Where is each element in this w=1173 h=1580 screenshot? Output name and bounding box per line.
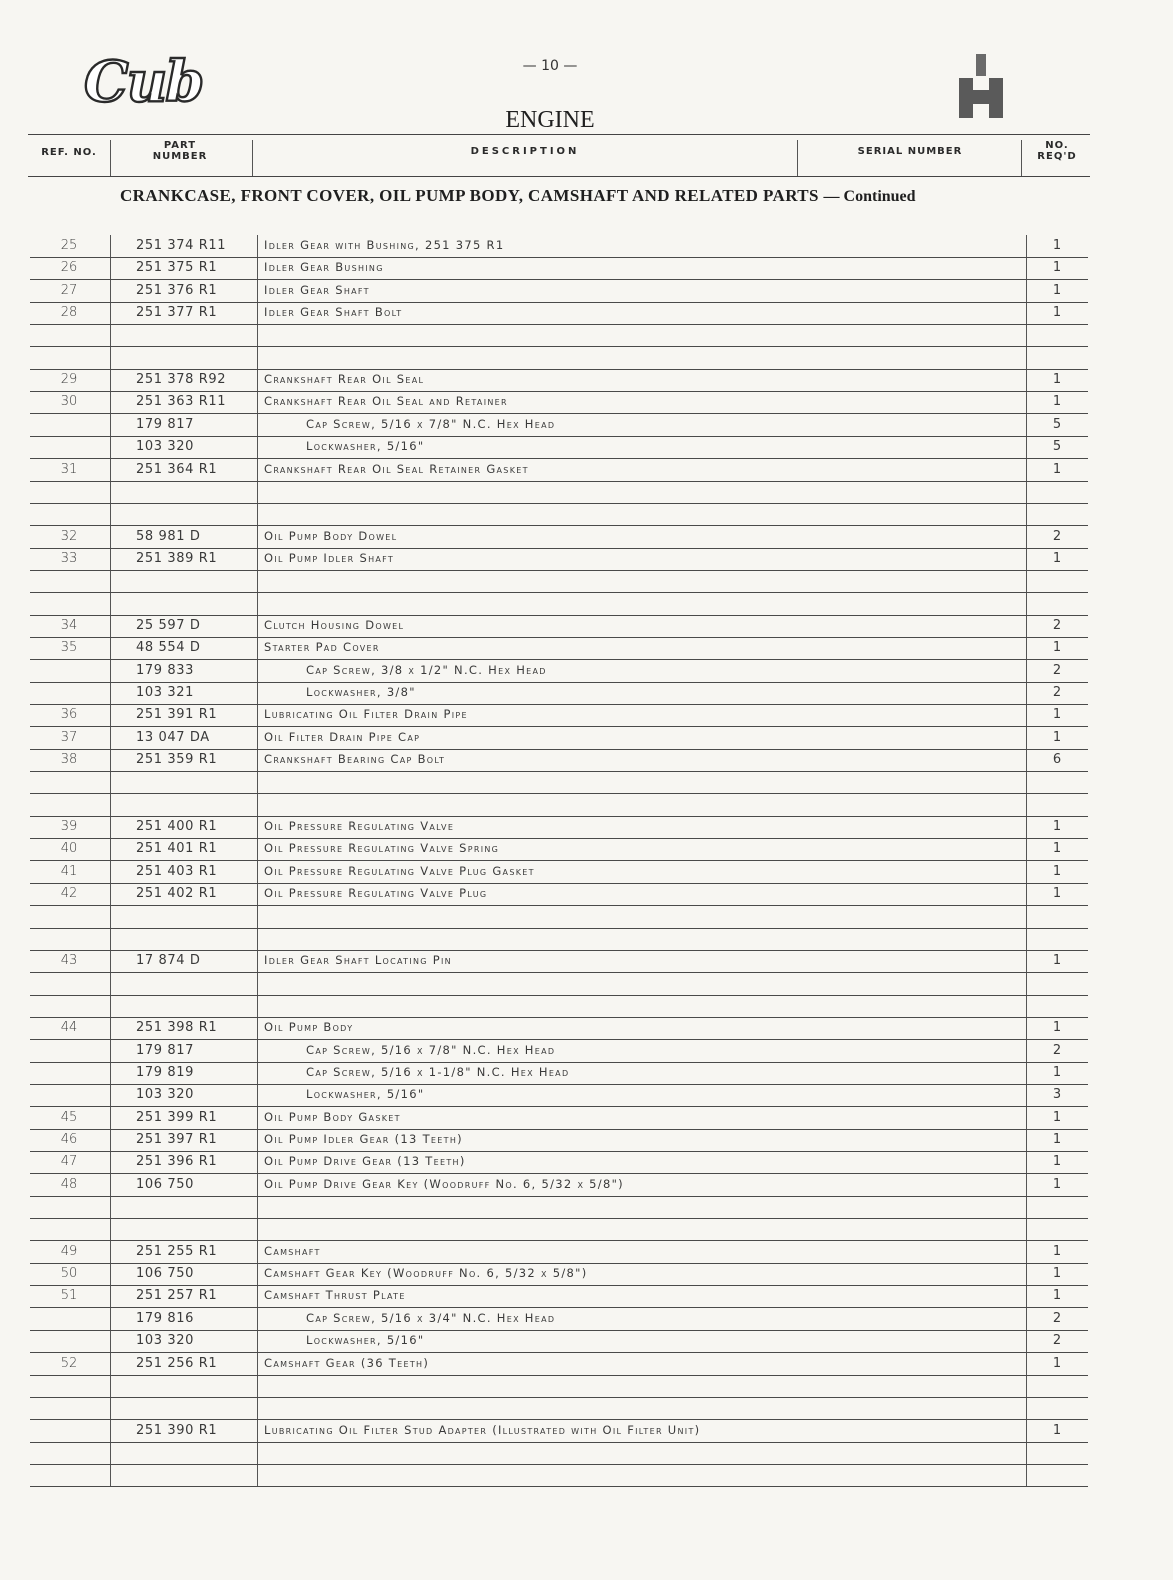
part-number-cell	[130, 350, 256, 368]
part-number-cell: 251 399 R1	[136, 1109, 218, 1125]
qty-cell	[1026, 1400, 1088, 1418]
table-row	[30, 861, 1088, 884]
part-number-cell: 251 374 R11	[136, 238, 227, 253]
ref-no-cell	[30, 1087, 108, 1105]
description-cell: Crankshaft Bearing Cap Bolt	[264, 752, 446, 767]
ref-no-cell: 38	[60, 752, 78, 768]
qty-cell: 1	[1052, 1154, 1062, 1170]
part-number-cell: 103 320	[136, 1087, 194, 1103]
description-cell: Clutch Housing Dowel	[264, 617, 405, 632]
description-cell: Lockwasher, 5/16"	[306, 439, 425, 454]
qty-cell	[1026, 931, 1088, 949]
qty-cell	[1026, 1221, 1088, 1239]
description-cell	[260, 1221, 1024, 1239]
ref-no-cell: 51	[60, 1288, 78, 1304]
table-row	[30, 1442, 1088, 1465]
ref-no-cell: 36	[60, 707, 78, 723]
ref-no-cell	[30, 350, 108, 368]
table-row	[30, 1397, 1088, 1420]
cub-logo: Cub	[84, 49, 203, 115]
ref-no-cell	[30, 484, 108, 502]
qty-cell	[1026, 506, 1088, 524]
qty-cell: 1	[1052, 1132, 1062, 1147]
section-continued: — Continued	[823, 188, 916, 205]
ref-no-cell	[30, 596, 108, 614]
description-cell: Crankshaft Rear Oil Seal and Retainer	[264, 394, 508, 409]
part-number-cell	[130, 998, 256, 1016]
part-number-cell: 106 750	[136, 1266, 194, 1282]
ref-no-cell: 35	[60, 640, 78, 656]
qty-cell: 2	[1052, 617, 1062, 633]
description-cell: Cap Screw, 5/16 x 7/8" N.C. Hex Head	[306, 416, 556, 431]
qty-cell: 1	[1052, 886, 1062, 902]
part-number-cell	[130, 1445, 256, 1463]
description-cell: Oil Pump Body Dowel	[264, 528, 398, 543]
qty-cell: 1	[1052, 841, 1062, 857]
qty-cell: 2	[1052, 662, 1062, 678]
qty-cell	[1026, 797, 1088, 815]
ref-no-cell	[30, 1199, 108, 1217]
part-number-cell: 251 403 R1	[136, 863, 218, 879]
ref-no-cell	[30, 327, 108, 345]
qty-cell: 1	[1052, 394, 1062, 410]
ref-no-cell	[30, 998, 108, 1016]
table-row	[30, 883, 1088, 906]
ref-no-cell: 44	[60, 1020, 78, 1036]
part-number-cell	[130, 327, 256, 345]
ref-no-cell: 25	[60, 238, 78, 253]
ref-no-cell: 27	[60, 282, 78, 298]
description-cell	[260, 774, 1024, 792]
ref-no-cell	[30, 1333, 108, 1351]
table-row	[30, 727, 1088, 750]
part-number-cell	[130, 1199, 256, 1217]
table-row	[30, 369, 1088, 392]
table-row	[30, 280, 1088, 303]
description-cell: Cap Screw, 5/16 x 7/8" N.C. Hex Head	[306, 1042, 556, 1057]
ref-no-cell	[30, 417, 108, 435]
description-cell: Oil Pressure Regulating Valve Plug Gasket	[264, 863, 535, 878]
part-number-cell: 58 981 D	[136, 528, 201, 544]
table-row	[30, 347, 1088, 370]
part-number-cell: 251 377 R1	[136, 305, 218, 321]
table-row	[30, 302, 1088, 325]
table-row	[30, 459, 1088, 482]
ref-no-cell: 37	[60, 729, 78, 745]
part-number-cell: 251 400 R1	[136, 819, 218, 835]
qty-cell: 5	[1052, 439, 1062, 455]
description-cell: Crankshaft Rear Oil Seal	[264, 372, 425, 387]
description-cell: Oil Pressure Regulating Valve Spring	[264, 841, 500, 856]
description-cell: Cap Screw, 5/16 x 1-1/8" N.C. Hex Head	[306, 1064, 570, 1079]
qty-cell: 2	[1052, 1042, 1062, 1058]
table-row	[30, 1062, 1088, 1085]
table-row	[30, 1017, 1088, 1040]
table-row	[30, 682, 1088, 705]
description-cell: Camshaft Gear (36 Teeth)	[264, 1355, 430, 1370]
ref-no-cell	[30, 1400, 108, 1418]
table-row	[30, 637, 1088, 660]
table-row	[30, 950, 1088, 973]
header-top-rule	[28, 134, 1090, 135]
qty-cell	[1026, 976, 1088, 994]
qty-cell: 1	[1052, 1243, 1062, 1259]
ref-no-cell: 43	[60, 953, 78, 969]
part-number-cell: 13 047 DA	[136, 729, 210, 745]
qty-cell	[1026, 350, 1088, 368]
ref-no-cell: 48	[60, 1176, 78, 1192]
ref-no-cell: 47	[60, 1154, 78, 1170]
qty-cell: 1	[1052, 372, 1062, 388]
qty-cell	[1026, 1445, 1088, 1463]
table-row	[30, 481, 1088, 504]
table-row	[30, 1129, 1088, 1152]
table-row	[30, 436, 1088, 459]
part-number-cell: 251 255 R1	[136, 1243, 218, 1259]
table-row	[30, 973, 1088, 996]
ref-no-cell	[30, 1467, 108, 1485]
part-number-cell: 251 363 R11	[136, 394, 227, 410]
table-row	[30, 838, 1088, 861]
ih-logo-icon	[956, 52, 1006, 120]
qty-cell: 1	[1052, 1020, 1062, 1036]
ref-no-cell: 34	[60, 617, 78, 633]
qty-cell: 1	[1052, 863, 1062, 879]
part-number-cell: 179 816	[136, 1310, 194, 1326]
part-number-cell: 48 554 D	[136, 640, 201, 656]
qty-cell: 6	[1052, 752, 1062, 768]
description-cell	[260, 909, 1024, 927]
description-cell	[260, 506, 1024, 524]
description-cell: Oil Pump Idler Shaft	[264, 550, 395, 565]
qty-cell: 1	[1052, 305, 1062, 321]
description-cell: Lockwasher, 5/16"	[306, 1333, 425, 1348]
qty-cell: 1	[1052, 953, 1062, 969]
table-row	[30, 906, 1088, 929]
table-row	[30, 503, 1088, 526]
col-header-part-number: PART NUMBER	[152, 140, 208, 162]
table-row	[30, 1263, 1088, 1286]
table-row	[30, 704, 1088, 727]
qty-cell: 2	[1052, 1310, 1062, 1326]
ref-no-cell	[30, 1445, 108, 1463]
header-bottom-rule	[28, 176, 1090, 177]
ref-no-cell	[30, 1065, 108, 1083]
header-divider	[797, 140, 798, 176]
table-row	[30, 1375, 1088, 1398]
ref-no-cell: 31	[60, 461, 78, 477]
qty-cell	[1026, 909, 1088, 927]
description-cell: Cap Screw, 3/8 x 1/2" N.C. Hex Head	[306, 662, 547, 677]
description-cell: Idler Gear Shaft	[264, 282, 370, 297]
table-row	[30, 1420, 1088, 1443]
ref-no-cell: 41	[60, 863, 78, 879]
description-cell: Camshaft Thrust Plate	[264, 1288, 406, 1303]
table-row	[30, 257, 1088, 280]
description-cell: Crankshaft Rear Oil Seal Retainer Gasket	[264, 461, 529, 476]
description-cell	[260, 573, 1024, 591]
qty-cell: 1	[1052, 819, 1062, 835]
ref-no-cell: 49	[60, 1243, 78, 1259]
ref-no-cell	[30, 909, 108, 927]
part-number-cell: 25 597 D	[136, 617, 201, 633]
table-row	[30, 615, 1088, 638]
qty-cell: 3	[1052, 1087, 1062, 1103]
part-number-cell	[130, 596, 256, 614]
qty-cell: 1	[1052, 1288, 1062, 1304]
header-divider	[1021, 140, 1022, 176]
col-header-serial-number: SERIAL NUMBER	[857, 146, 963, 157]
part-number-cell: 179 817	[136, 416, 194, 432]
ref-no-cell	[30, 774, 108, 792]
ref-no-cell	[30, 685, 108, 703]
qty-cell	[1026, 998, 1088, 1016]
table-row	[30, 548, 1088, 571]
description-cell	[260, 1467, 1024, 1485]
part-number-cell: 251 390 R1	[136, 1422, 218, 1438]
description-cell	[260, 998, 1024, 1016]
qty-cell	[1026, 1378, 1088, 1396]
part-number-cell	[130, 909, 256, 927]
table-row	[30, 1285, 1088, 1308]
ref-no-cell: 40	[60, 841, 78, 857]
qty-cell: 1	[1052, 1355, 1062, 1371]
table-row	[30, 593, 1088, 616]
table-row	[30, 1040, 1088, 1063]
description-cell: Starter Pad Cover	[264, 640, 380, 655]
table-row	[30, 1174, 1088, 1197]
table-row	[30, 235, 1088, 258]
part-number-cell	[130, 1467, 256, 1485]
ref-no-cell	[30, 663, 108, 681]
qty-cell: 1	[1052, 1176, 1062, 1192]
ref-no-cell	[30, 976, 108, 994]
part-number-cell	[130, 797, 256, 815]
ref-no-cell: 33	[60, 550, 78, 566]
description-cell: Idler Gear with Bushing, 251 375 R1	[264, 238, 505, 252]
description-cell: Oil Pump Body Gasket	[264, 1109, 401, 1124]
ref-no-cell	[30, 797, 108, 815]
description-cell: Oil Pressure Regulating Valve Plug	[264, 886, 488, 901]
qty-cell: 2	[1052, 528, 1062, 544]
description-cell: Oil Pressure Regulating Valve	[264, 819, 455, 834]
ref-no-cell	[30, 1221, 108, 1239]
description-cell: Lockwasher, 5/16"	[306, 1087, 425, 1102]
part-number-cell: 106 750	[136, 1176, 194, 1192]
part-number-cell	[130, 1400, 256, 1418]
ref-no-cell: 42	[60, 886, 78, 902]
part-number-cell: 251 389 R1	[136, 550, 218, 566]
part-number-cell: 251 376 R1	[136, 282, 218, 298]
table-row	[30, 794, 1088, 817]
description-cell: Lubricating Oil Filter Drain Pipe	[264, 707, 468, 722]
description-cell	[260, 1378, 1024, 1396]
description-cell	[260, 596, 1024, 614]
ref-no-cell: 52	[60, 1355, 78, 1371]
qty-cell: 1	[1052, 640, 1062, 656]
description-cell: Oil Pump Drive Gear Key (Woodruff No. 6, 5/32 x 5/8")	[264, 1176, 624, 1191]
qty-cell: 1	[1052, 729, 1062, 745]
part-number-cell	[130, 506, 256, 524]
part-number-cell: 251 257 R1	[136, 1288, 218, 1304]
qty-cell	[1026, 1467, 1088, 1485]
page-number: — 10 —	[522, 58, 578, 74]
qty-cell: 1	[1052, 461, 1062, 477]
description-cell: Lockwasher, 3/8"	[306, 685, 416, 699]
qty-cell: 1	[1052, 238, 1062, 253]
part-number-cell: 179 817	[136, 1042, 194, 1058]
part-number-cell: 251 359 R1	[136, 752, 218, 768]
description-cell	[260, 1199, 1024, 1217]
table-row	[30, 1107, 1088, 1130]
part-number-cell: 179 833	[136, 662, 194, 678]
ref-no-cell: 50	[60, 1266, 78, 1282]
qty-cell	[1026, 1199, 1088, 1217]
description-cell: Oil Pump Idler Gear (13 Teeth)	[264, 1132, 463, 1146]
page-title: ENGINE	[505, 107, 595, 133]
part-number-cell: 251 402 R1	[136, 886, 218, 902]
description-cell: Oil Pump Drive Gear (13 Teeth)	[264, 1154, 466, 1169]
qty-cell: 1	[1052, 1422, 1062, 1438]
ref-no-cell: 26	[60, 260, 78, 276]
ref-no-cell	[30, 1043, 108, 1061]
part-number-cell	[130, 1221, 256, 1239]
qty-cell: 1	[1052, 1064, 1062, 1080]
qty-cell: 1	[1052, 550, 1062, 566]
part-number-cell: 251 397 R1	[136, 1132, 218, 1147]
part-number-cell: 17 874 D	[136, 953, 201, 969]
description-cell: Cap Screw, 5/16 x 3/4" N.C. Hex Head	[306, 1310, 556, 1325]
ref-no-cell	[30, 1378, 108, 1396]
table-row	[30, 1084, 1088, 1107]
ref-no-cell: 45	[60, 1109, 78, 1125]
description-cell: Camshaft Gear Key (Woodruff No. 6, 5/32 x 5/8")	[264, 1266, 588, 1281]
part-number-cell: 251 378 R92	[136, 372, 227, 388]
header-divider	[110, 140, 111, 176]
table-row	[30, 1464, 1088, 1487]
description-cell	[260, 1445, 1024, 1463]
table-row	[30, 1218, 1088, 1241]
part-number-cell: 251 391 R1	[136, 707, 218, 723]
qty-cell: 1	[1052, 282, 1062, 298]
part-number-cell	[130, 1378, 256, 1396]
ref-no-cell: 29	[60, 372, 78, 388]
qty-cell	[1026, 596, 1088, 614]
qty-cell	[1026, 484, 1088, 502]
part-number-cell	[130, 573, 256, 591]
qty-cell	[1026, 327, 1088, 345]
table-row	[30, 414, 1088, 437]
description-cell	[260, 976, 1024, 994]
part-number-cell	[130, 976, 256, 994]
description-cell	[260, 484, 1024, 502]
part-number-cell: 251 256 R1	[136, 1355, 218, 1371]
description-cell: Idler Gear Bushing	[264, 260, 384, 275]
table-row	[30, 749, 1088, 772]
part-number-cell: 251 396 R1	[136, 1154, 218, 1170]
description-cell: Lubricating Oil Filter Stud Adapter (Illustrated with Oil Filter Unit)	[264, 1422, 701, 1437]
qty-cell	[1026, 774, 1088, 792]
part-number-cell: 179 819	[136, 1064, 194, 1080]
description-cell	[260, 350, 1024, 368]
table-row	[30, 1196, 1088, 1219]
table-row	[30, 995, 1088, 1018]
part-number-cell: 103 321	[136, 685, 194, 700]
col-header-no-reqd: NO. REQ'D	[1037, 140, 1077, 162]
part-number-cell	[130, 931, 256, 949]
part-number-cell	[130, 774, 256, 792]
part-number-cell: 103 320	[136, 439, 194, 455]
qty-cell: 1	[1052, 707, 1062, 723]
col-header-description: DESCRIPTION	[470, 146, 580, 157]
ref-no-cell	[30, 506, 108, 524]
description-cell: Oil Filter Drain Pipe Cap	[264, 729, 421, 744]
description-cell: Camshaft	[264, 1243, 321, 1258]
table-row	[30, 1241, 1088, 1264]
qty-cell: 2	[1052, 1333, 1062, 1349]
section-title: CRANKCASE, FRONT COVER, OIL PUMP BODY, CAMSHAFT AND RELATED PARTS	[120, 186, 819, 205]
ref-no-cell	[30, 1311, 108, 1329]
part-number-cell	[130, 484, 256, 502]
part-number-cell: 103 320	[136, 1333, 194, 1349]
part-number-cell: 251 398 R1	[136, 1020, 218, 1036]
table-row	[30, 391, 1088, 414]
table-row	[30, 1308, 1088, 1331]
description-cell	[260, 1400, 1024, 1418]
qty-cell	[1026, 573, 1088, 591]
table-row	[30, 1353, 1088, 1376]
table-row	[30, 1151, 1088, 1174]
part-number-cell: 251 401 R1	[136, 841, 218, 857]
description-cell	[260, 931, 1024, 949]
table-row	[30, 526, 1088, 549]
qty-cell: 1	[1052, 1266, 1062, 1282]
table-row	[30, 660, 1088, 683]
col-header-ref-no: REF. NO.	[41, 147, 97, 158]
ref-no-cell: 28	[60, 305, 78, 321]
table-row	[30, 570, 1088, 593]
qty-cell: 1	[1052, 260, 1062, 276]
section-heading	[120, 186, 1050, 206]
header-divider	[252, 140, 253, 176]
description-cell	[260, 327, 1024, 345]
ref-no-cell: 32	[60, 528, 78, 544]
table-row	[30, 1330, 1088, 1353]
ref-no-cell: 39	[60, 819, 78, 835]
part-number-cell: 251 375 R1	[136, 260, 218, 276]
description-cell: Oil Pump Body	[264, 1020, 354, 1035]
ref-no-cell	[30, 1423, 108, 1441]
ref-no-cell	[30, 439, 108, 457]
qty-cell: 5	[1052, 416, 1062, 432]
description-cell: Idler Gear Shaft Bolt	[264, 305, 403, 320]
table-row	[30, 771, 1088, 794]
ref-no-cell: 30	[60, 394, 78, 410]
ref-no-cell	[30, 931, 108, 949]
ref-no-cell	[30, 573, 108, 591]
description-cell	[260, 797, 1024, 815]
qty-cell: 2	[1052, 685, 1062, 700]
table-row	[30, 324, 1088, 347]
part-number-cell: 251 364 R1	[136, 461, 218, 477]
ref-no-cell: 46	[60, 1132, 78, 1147]
table-row	[30, 816, 1088, 839]
table-row	[30, 928, 1088, 951]
description-cell: Idler Gear Shaft Locating Pin	[264, 953, 452, 968]
qty-cell: 1	[1052, 1109, 1062, 1125]
